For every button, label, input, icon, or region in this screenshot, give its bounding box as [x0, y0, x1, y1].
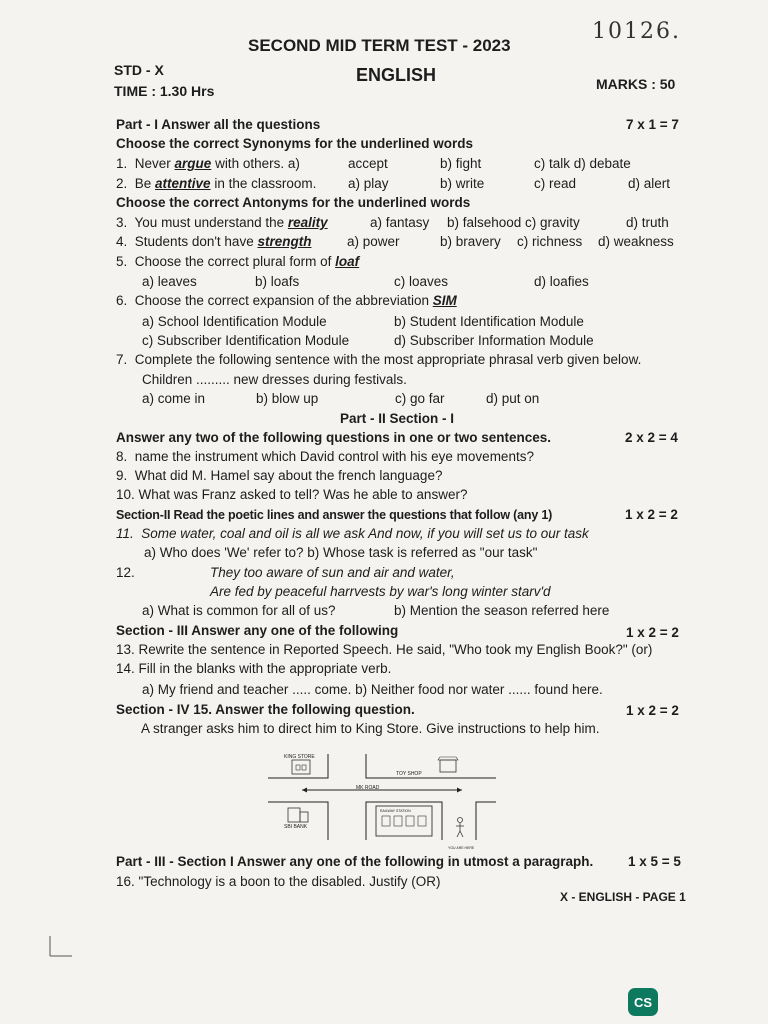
- part2-section1-marks: 2 x 2 = 4: [625, 430, 678, 445]
- option-d: d) alert: [628, 176, 671, 191]
- option-b: b) write: [440, 176, 485, 191]
- part1-heading: Part - I Answer all the questions: [116, 117, 321, 132]
- map-road-edge: [476, 802, 496, 840]
- part1-marks: 7 x 1 = 7: [626, 117, 679, 132]
- cs-logo-text: CS: [633, 995, 653, 1010]
- option-bc: b) falsehood c) gravity: [447, 215, 580, 230]
- map-road-edge: [366, 802, 442, 840]
- you-are-here-label: YOU ARE HERE: [448, 846, 475, 850]
- underlined-word: argue: [174, 156, 212, 171]
- question-12-num: 12.: [116, 565, 135, 580]
- handwritten-code: 10126.: [592, 19, 681, 44]
- part3-heading: Part - III - Section I Answer any one of the following in utmost a paragraph.: [116, 854, 594, 869]
- option-d: d) weakness: [598, 234, 674, 249]
- road-label: MK ROAD: [356, 785, 380, 791]
- question-9: 9. What did M. Hamel say about the french language?: [116, 468, 443, 483]
- question-2: 2. Be attentive in the classroom.: [116, 176, 317, 191]
- option-d: d) Subscriber Information Module: [394, 333, 594, 348]
- person-icon: [456, 818, 464, 838]
- std-label: STD - X: [114, 62, 164, 78]
- question-7-sentence: Children ......... new dresses during festivals.: [142, 372, 407, 387]
- option-b: b) Student Identification Module: [394, 314, 584, 329]
- question-12-line2: Are fed by peaceful harrvests by war's long winter starv'd: [210, 584, 551, 599]
- direction-map: [262, 748, 498, 852]
- synonyms-heading: Choose the correct Synonyms for the underlined words: [116, 136, 474, 151]
- toy-shop-label: TOY SHOP: [396, 771, 422, 777]
- question-16: 16. "Technology is a boon to the disabled. Justify (OR): [116, 874, 441, 889]
- map-road-edge: [366, 754, 496, 778]
- part2-section4-marks: 1 x 2 = 2: [626, 703, 679, 718]
- cs-logo-icon: [628, 988, 658, 1016]
- question-11: 11. Some water, coal and oil is all we ask And now, if you will set us to our task: [116, 526, 589, 541]
- margin-mark: [40, 934, 80, 964]
- option-b: b) blow up: [256, 391, 319, 406]
- question-12-b: b) Mention the season referred here: [394, 603, 610, 618]
- option-a: a) fantasy: [370, 215, 430, 230]
- part3-marks: 1 x 5 = 5: [628, 854, 681, 869]
- option-b: b) fight: [440, 156, 482, 171]
- bank-icon: [288, 808, 308, 822]
- option-d: d) truth: [626, 215, 669, 230]
- option-a: a) School Identification Module: [142, 314, 327, 329]
- part2-section3-heading: Section - III Answer any one of the following: [116, 623, 399, 638]
- subject-title: ENGLISH: [356, 65, 437, 85]
- underlined-word: reality: [287, 215, 328, 230]
- option-a: a) power: [347, 234, 400, 249]
- question-5: 5. Choose the correct plural form of loaf: [116, 254, 360, 269]
- option-d: d) put on: [486, 391, 540, 406]
- option-b: b) bravery: [440, 234, 501, 249]
- antonyms-heading: Choose the correct Antonyms for the underlined words: [116, 195, 471, 210]
- part2-section2-marks: 1 x 2 = 2: [625, 507, 678, 522]
- part2-section4-heading: Section - IV 15. Answer the following question.: [116, 702, 415, 717]
- time-label: TIME : 1.30 Hrs: [114, 83, 215, 99]
- option-a: a) leaves: [142, 274, 197, 289]
- part2-section1-heading: Answer any two of the following questions in one or two sentences.: [116, 430, 552, 445]
- part2-section3-marks: 1 x 2 = 2: [626, 625, 679, 640]
- page-footer: X - ENGLISH - PAGE 1: [560, 890, 686, 904]
- underlined-word: strength: [257, 234, 312, 249]
- king-store-icon: [292, 760, 310, 774]
- underlined-word: SIM: [432, 293, 457, 308]
- option-a: accept: [348, 156, 388, 171]
- question-14-sub: a) My friend and teacher ..... come. b) Neither food nor water ...... found here.: [142, 682, 603, 697]
- question-1: 1. Never argue with others. a): [116, 156, 300, 171]
- question-14: 14. Fill in the blanks with the appropriate verb.: [116, 661, 392, 676]
- question-10: 10. What was Franz asked to tell? Was he able to answer?: [116, 487, 468, 502]
- option-d: d) loafies: [534, 274, 589, 289]
- underlined-word: loaf: [335, 254, 360, 269]
- question-8: 8. name the instrument which David control with his eye movements?: [116, 449, 534, 464]
- option-c: c) read: [534, 176, 577, 191]
- question-3: 3. You must understand the reality: [116, 215, 328, 230]
- option-a: a) play: [348, 176, 389, 191]
- bank-label: SBI BANK: [284, 824, 308, 830]
- question-6: 6. Choose the correct expansion of the abbreviation SIM: [116, 293, 457, 308]
- option-c: c) Subscriber Identification Module: [142, 333, 350, 348]
- option-c: c) go far: [395, 391, 445, 406]
- option-a: a) come in: [142, 391, 206, 406]
- option-cd: c) talk d) debate: [534, 156, 631, 171]
- question-11-sub: a) Who does 'We' refer to? b) Whose task is referred as "our task": [144, 545, 538, 560]
- question-7: 7. Complete the following sentence with the most appropriate phrasal verb given below.: [116, 352, 642, 367]
- exam-title: SECOND MID TERM TEST - 2023: [248, 36, 511, 55]
- question-12-line1: They too aware of sun and air and water,: [210, 565, 455, 580]
- question-15-text: A stranger asks him to direct him to King Store. Give instructions to help him.: [141, 721, 600, 736]
- station-label: RAILWAY STATION: [380, 809, 411, 813]
- marks-label: MARKS : 50: [596, 76, 676, 92]
- option-b: b) loafs: [255, 274, 300, 289]
- option-c: c) richness: [517, 234, 583, 249]
- toy-shop-icon: [438, 757, 458, 772]
- question-12-a: a) What is common for all of us?: [142, 603, 336, 618]
- part2-section2-heading: Section-II Read the poetic lines and answer the questions that follow (any 1): [116, 508, 553, 522]
- part2-section1-title: Part - II Section - I: [340, 411, 455, 426]
- underlined-word: attentive: [155, 176, 211, 191]
- option-c: c) loaves: [394, 274, 449, 289]
- question-13: 13. Rewrite the sentence in Reported Speech. He said, "Who took my English Book?" (or): [116, 642, 653, 657]
- question-4: 4. Students don't have strength: [116, 234, 312, 249]
- king-store-label: KING STORE: [284, 754, 315, 760]
